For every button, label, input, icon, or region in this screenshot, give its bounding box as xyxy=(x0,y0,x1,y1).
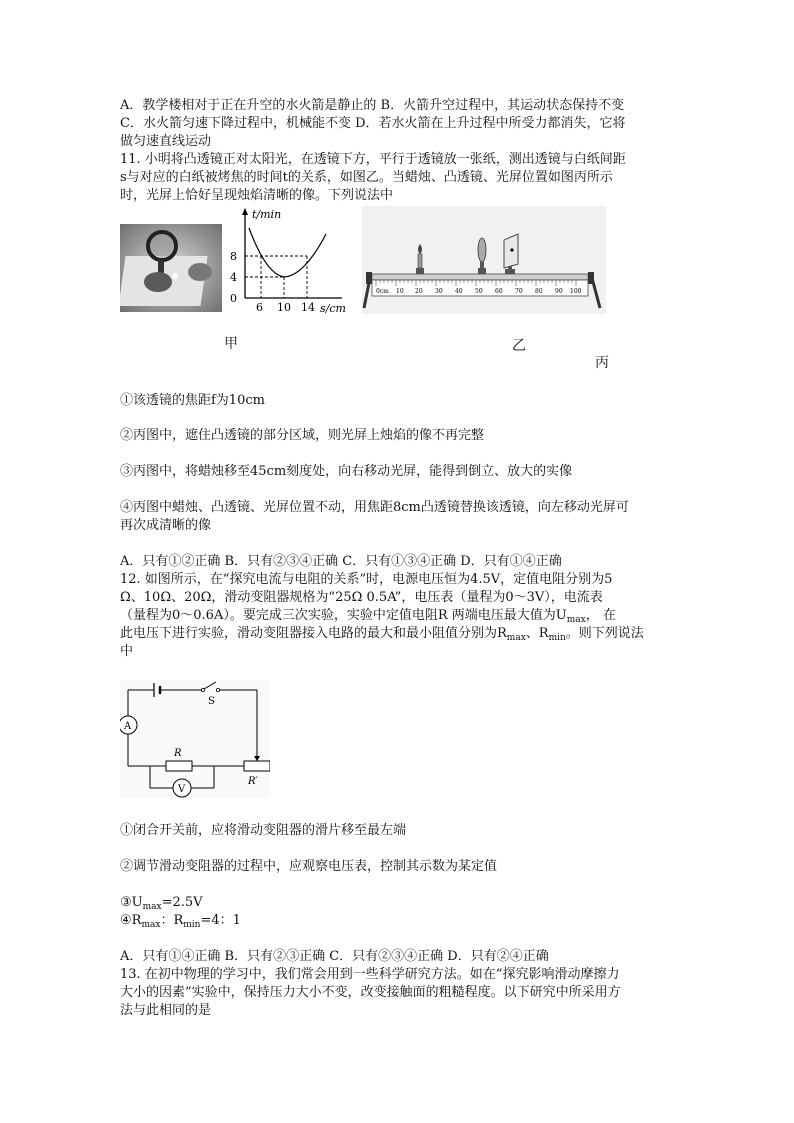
q11-stem-line-3: 时，光屏上恰好呈现烛焰清晰的像。下列说法中 xyxy=(120,188,394,203)
optical-bench-figure xyxy=(362,206,606,314)
figure-label-bing: 丙 xyxy=(595,355,609,371)
graph-x-label: s/cm xyxy=(320,302,346,315)
q12-stem-line-5: 中 xyxy=(120,644,134,659)
q10-options-line-3: 做匀速直线运动 xyxy=(120,134,212,149)
graph-xtick-10: 10 xyxy=(277,301,291,314)
graph-xtick-6: 6 xyxy=(256,301,263,314)
switch-label: S xyxy=(208,696,215,707)
photo-magnifier-figure xyxy=(120,224,222,312)
t-s-graph-figure xyxy=(222,204,362,316)
q11-stem-line-1: 11. 小明将凸透镜正对太阳光，在透镜下方，平行于透镜放一张纸，测出透镜与白纸间距 xyxy=(120,152,626,167)
bench-label-0: 0cm xyxy=(376,288,389,295)
resistor-icon xyxy=(166,761,192,771)
q11-statement-1: ①该透镜的焦距f为10cm xyxy=(120,393,265,408)
bench-label-40: 40 xyxy=(455,288,463,295)
light-screen-icon xyxy=(504,234,518,274)
bench-right-end xyxy=(588,272,594,284)
q13-stem-line-2: 大小的因素”实验中，保持压力大小不变，改变接触面的粗糙程度。以下研究中所采用方 xyxy=(120,985,621,1000)
q12-statement-4: $④R_{max}$：$R_{min}=4$：1 xyxy=(120,913,241,930)
graph-curve xyxy=(249,228,326,277)
bench-label-20: 20 xyxy=(415,288,423,295)
q11-options: A．只有①②正确 B．只有②③④正确 C．只有①③④正确 D．只有①④正确 xyxy=(120,554,562,569)
bench-label-80: 80 xyxy=(535,288,543,295)
graph-ytick-8: 8 xyxy=(230,250,237,263)
candle-icon xyxy=(416,244,424,274)
graph-xtick-14: 14 xyxy=(301,301,315,314)
q11-statement-4-line-2: 再次成清晰的像 xyxy=(120,518,212,533)
q12-statement-1: ①闭合开关前，应将滑动变阻器的滑片移至最左端 xyxy=(120,823,407,838)
q11-statement-4-line-1: ④丙图中蜡烛、凸透镜、光屏位置不动，用焦距8cm凸透镜替换该透镜，向左移动光屏可 xyxy=(120,500,629,515)
bench-label-50: 50 xyxy=(475,288,483,295)
circuit-diagram-figure xyxy=(120,680,270,798)
bench-rail xyxy=(372,274,588,280)
magnifier-photo-icon xyxy=(120,224,222,312)
ammeter-label: A xyxy=(124,721,132,732)
resistor-label: R xyxy=(174,748,182,759)
ammeter-icon xyxy=(120,716,137,734)
q12-statement-3: $③U_{max}=2.5V$ xyxy=(120,895,203,912)
q11-statement-3: ③丙图中，将蜡烛移至45cm刻度处，向右移动光屏，能得到倒立、放大的实像 xyxy=(120,464,573,479)
q10-options-line-1: A．教学楼相对于正在升空的水火箭是静止的 B．火箭升空过程中，其运动状态保持不变 xyxy=(120,98,625,113)
q11-stem-line-2: s与对应的白纸被烤焦的时间t的关系，如图乙。当蜡烛、凸透镜、光屏位置如图丙所示 xyxy=(120,170,613,185)
bench-label-10: 10 xyxy=(396,288,404,295)
q12-stem-line-4: 此电压下进行实验，滑动变阻器接入电路的最大和最小阻值分别为$R_{max}$、$R_{min}$。则下列说法 xyxy=(120,626,644,643)
bench-left-end xyxy=(366,272,372,284)
bench-label-90: 90 xyxy=(555,288,563,295)
q12-statement-2: ②调节滑动变阻器的过程中，应观察电压表，控制其示数为某定值 xyxy=(120,859,498,874)
figure-label-jia: 甲 xyxy=(224,336,238,352)
bench-label-100: 100 xyxy=(570,288,582,295)
bench-label-70: 70 xyxy=(515,288,523,295)
rheostat-label: R′ xyxy=(248,776,258,787)
q13-stem-line-3: 法与此相同的是 xyxy=(120,1003,212,1018)
graph-y-label: t/min xyxy=(252,208,282,221)
q12-stem-line-2: Ω、10Ω、20Ω，滑动变阻器规格为“25Ω 0.5A”，电压表（量程为0～3V），电流表 xyxy=(120,590,603,605)
q12-stem-line-3: （量程为0～0.6A）。要完成三次实验，实验中定值电阻R 两端电压最大值为$U_{max}$， 在 xyxy=(120,608,616,625)
bench-label-60: 60 xyxy=(495,288,503,295)
voltmeter-icon xyxy=(173,779,191,797)
q12-stem-line-1: 12. 如图所示，在“探究电流与电阻的关系”时，电源电压恒为4.5V，定值电阻分别为5 xyxy=(120,572,613,587)
voltmeter-label: V xyxy=(178,784,186,795)
convex-lens-icon xyxy=(478,238,486,274)
q13-stem-line-1: 13. 在初中物理的学习中，我们常会用到一些科学研究方法。如在“探究影响滑动摩擦力 xyxy=(120,967,620,982)
q10-options-line-2: C．水火箭匀速下降过程中，机械能不变 D．若水火箭在上升过程中所受力都消失，它将 xyxy=(120,116,626,131)
q11-statement-2: ②丙图中，遮住凸透镜的部分区域，则光屏上烛焰的像不再完整 xyxy=(120,428,485,443)
y-axis-arrow-icon xyxy=(242,208,248,215)
bench-label-30: 30 xyxy=(435,288,443,295)
figure-label-yi: 乙 xyxy=(512,338,526,354)
graph-ytick-0: 0 xyxy=(230,292,237,305)
q12-options: A．只有①④正确 B．只有②③正确 C．只有②③④正确 D．只有②④正确 xyxy=(120,949,549,964)
graph-ytick-4: 4 xyxy=(230,271,237,284)
